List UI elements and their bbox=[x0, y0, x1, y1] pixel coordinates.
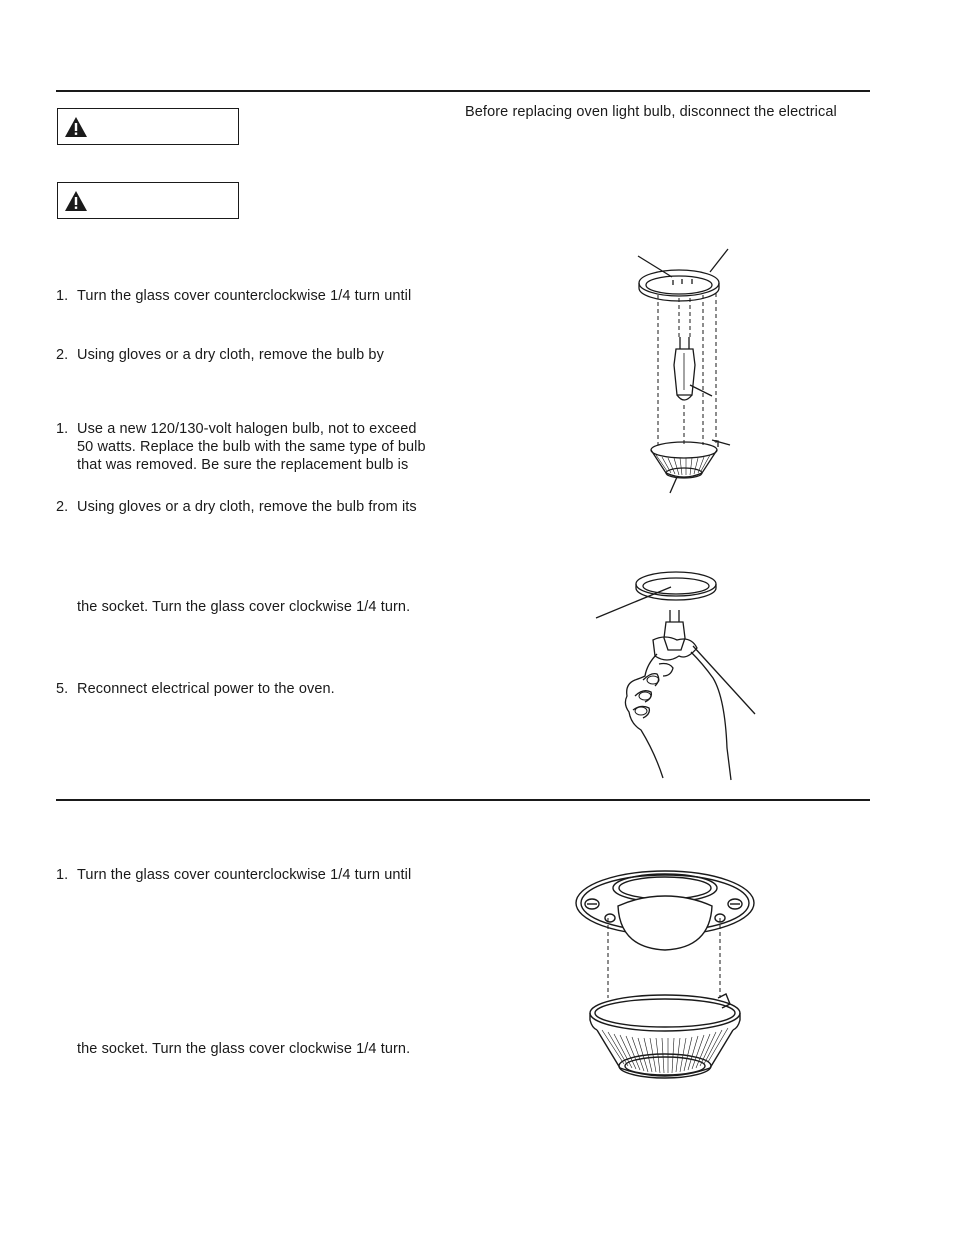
step-text: Turn the glass cover counterclockwise 1/4 turn until bbox=[77, 288, 412, 304]
step-text: that was removed. Be sure the replacement bulb is bbox=[77, 457, 409, 473]
step-number: 1. bbox=[56, 288, 69, 304]
step-number: 2. bbox=[56, 499, 69, 515]
intro-text: Before replacing oven light bulb, disconnect the electrical bbox=[465, 104, 837, 120]
section-divider-rule bbox=[56, 799, 870, 801]
step-number: 1. bbox=[56, 421, 69, 437]
step-number: 5. bbox=[56, 681, 69, 697]
warning-triangle-icon bbox=[64, 190, 88, 212]
bulb-assembly-exploded-illustration bbox=[600, 245, 750, 505]
warning-box-1 bbox=[57, 108, 239, 145]
list-item bbox=[56, 420, 426, 474]
list-item bbox=[56, 346, 384, 364]
step-number: 1. bbox=[56, 867, 69, 883]
list-item bbox=[56, 498, 417, 516]
warning-box-2 bbox=[57, 182, 239, 219]
socket-text: the socket. Turn the glass cover clockwise 1/4 turn. bbox=[77, 1041, 411, 1057]
socket-text: the socket. Turn the glass cover clockwise 1/4 turn. bbox=[77, 599, 411, 615]
step-text: Using gloves or a dry cloth, remove the bulb by bbox=[77, 347, 384, 363]
warning-triangle-icon bbox=[64, 116, 88, 138]
step-text: Reconnect electrical power to the oven. bbox=[77, 681, 335, 697]
step-text: Using gloves or a dry cloth, remove the bulb from its bbox=[77, 499, 417, 515]
list-item bbox=[56, 680, 335, 698]
list-item bbox=[56, 866, 411, 884]
dome-light-cover-illustration bbox=[570, 858, 760, 1088]
list-item bbox=[56, 287, 411, 305]
hand-holding-bulb-illustration bbox=[595, 568, 760, 783]
top-rule bbox=[56, 90, 870, 92]
step-number: 2. bbox=[56, 347, 69, 363]
step-text: Turn the glass cover counterclockwise 1/4 turn until bbox=[77, 867, 412, 883]
step-text: 50 watts. Replace the bulb with the same type of bulb bbox=[77, 439, 426, 455]
step-text: Use a new 120/130-volt halogen bulb, not to exceed bbox=[77, 421, 417, 437]
